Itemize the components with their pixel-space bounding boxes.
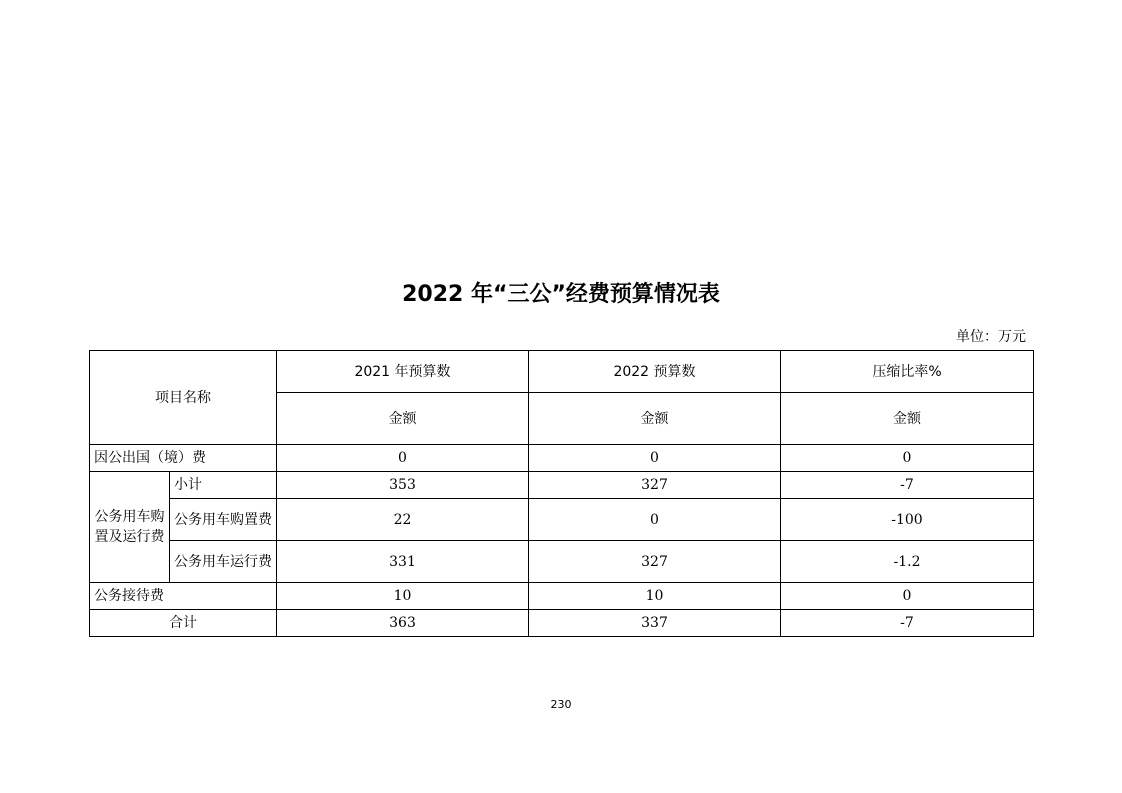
header-amount-2022: 金额 <box>529 393 781 445</box>
row-label-subtotal: 小计 <box>170 472 277 499</box>
cell-subtotal-2021: 353 <box>277 472 529 499</box>
cell-operation-2022: 327 <box>529 541 781 583</box>
row-group-vehicle: 公务用车购置及运行费 <box>90 472 170 583</box>
cell-abroad-2021: 0 <box>277 445 529 472</box>
cell-subtotal-ratio: -7 <box>781 472 1034 499</box>
cell-total-2021: 363 <box>277 610 529 637</box>
table-row-abroad <box>90 445 1034 472</box>
cell-operation-2021: 331 <box>277 541 529 583</box>
header-compression-ratio: 压缩比率% <box>781 351 1034 393</box>
page-number: 230 <box>550 698 572 711</box>
cell-operation-ratio: -1.2 <box>781 541 1034 583</box>
row-label-abroad: 因公出国（境）费 <box>90 445 277 472</box>
table-row-total <box>90 610 1034 637</box>
cell-reception-2021: 10 <box>277 583 529 610</box>
page-title: 2022 年“三公”经费预算情况表 <box>402 282 720 307</box>
cell-reception-ratio: 0 <box>781 583 1034 610</box>
unit-label: 单位：万元 <box>956 329 1026 345</box>
cell-purchase-2021: 22 <box>277 499 529 541</box>
budget-table <box>89 350 1034 637</box>
cell-purchase-ratio: -100 <box>781 499 1034 541</box>
row-label-vehicle-purchase: 公务用车购置费 <box>170 499 277 541</box>
cell-total-ratio: -7 <box>781 610 1034 637</box>
table-row-reception <box>90 583 1034 610</box>
table-row-vehicle-subtotal <box>90 472 1034 499</box>
header-item-name: 项目名称 <box>90 351 277 445</box>
table-row-vehicle-operation <box>90 541 1034 583</box>
cell-subtotal-2022: 327 <box>529 472 781 499</box>
table-row-vehicle-purchase <box>90 499 1034 541</box>
cell-reception-2022: 10 <box>529 583 781 610</box>
header-2022-budget: 2022 预算数 <box>529 351 781 393</box>
header-amount-ratio: 金额 <box>781 393 1034 445</box>
row-label-total: 合计 <box>90 610 277 637</box>
header-amount-2021: 金额 <box>277 393 529 445</box>
row-label-vehicle-operation: 公务用车运行费 <box>170 541 277 583</box>
row-label-reception: 公务接待费 <box>90 583 277 610</box>
header-2021-budget: 2021 年预算数 <box>277 351 529 393</box>
cell-abroad-2022: 0 <box>529 445 781 472</box>
header-row-1 <box>90 351 1034 393</box>
cell-total-2022: 337 <box>529 610 781 637</box>
cell-purchase-2022: 0 <box>529 499 781 541</box>
cell-abroad-ratio: 0 <box>781 445 1034 472</box>
